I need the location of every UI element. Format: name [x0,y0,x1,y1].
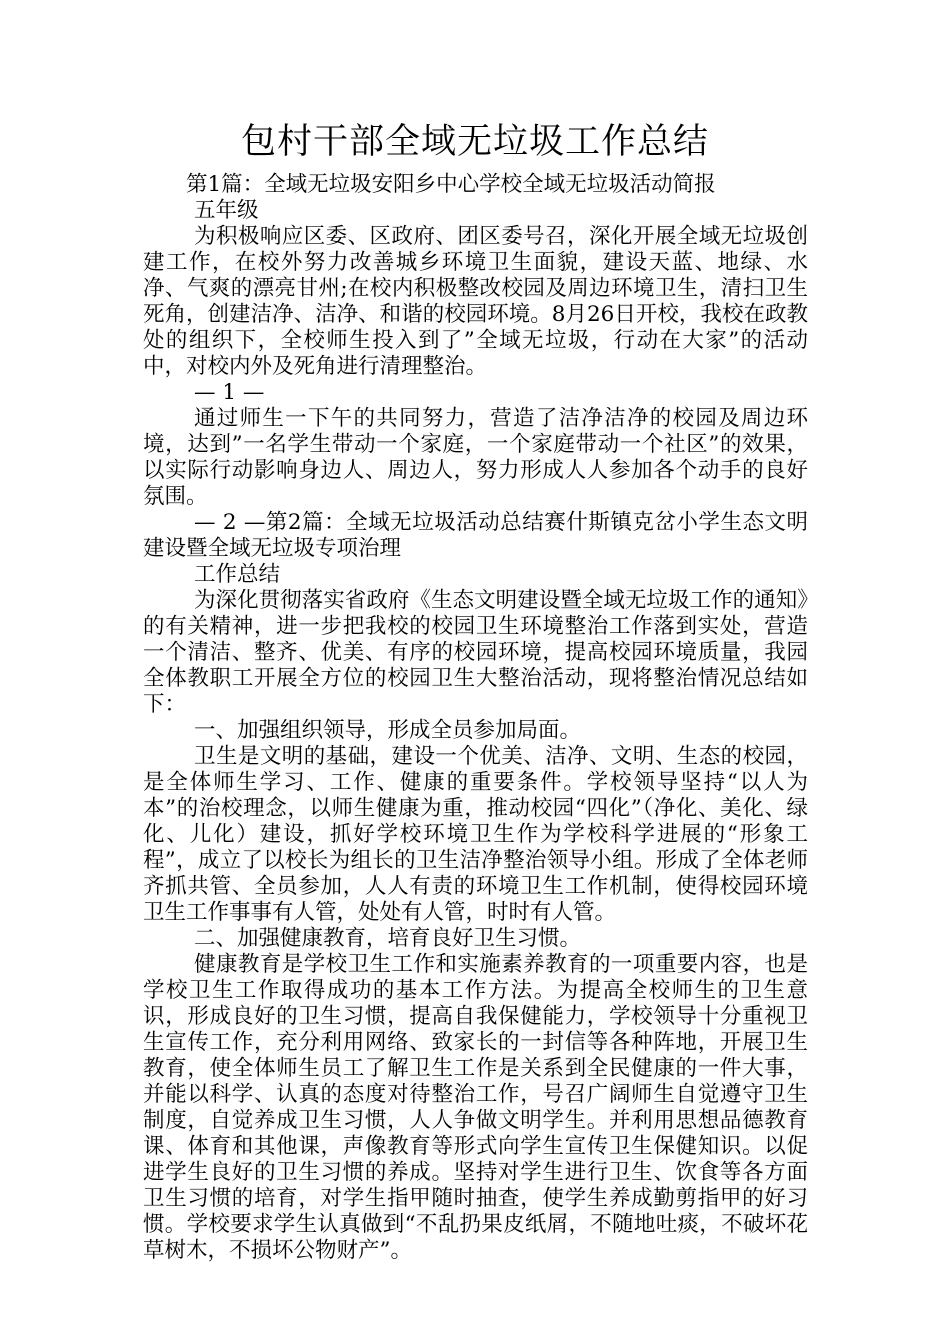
paragraph-health-education: 健康教育是学校卫生工作和实施素养教育的一项重要内容，也是学校卫生工作取得成功的基本工作方法。为提高全校师生的卫生意识，形成良好的卫生习惯，提高自我保健能力，学校领导十分重视卫生宣传工作，充分利用网络、致家长的一封信等各种阵地，开展卫生教育，使全体师生员工了解卫生工作是关系到全民健康的一件大事，并能以科学、认真的态度对待整治工作，号召广阔师生自觉遵守卫生制度，自觉养成卫生习惯，人人争做文明学生。并利用思想品德教育课、体育和其他课，声像教育等形式向学生宣传卫生保健知识。以促进学生良好的卫生习惯的养成。坚持对学生进行卫生、饮食等各方面卫生习惯的培育，对学生指甲随时抽查，使学生养成勤剪指甲的好习惯。学校要求学生认真做到“不乱扔果皮纸屑，不随地吐痰，不破坏花草树木，不损坏公物财产”。 [143,952,808,1263]
paragraph-effort: 通过师生一下午的共同努力，营造了洁净洁净的校园及周边环境，达到”一名学生带动一个家庭，一个家庭带动一个社区”的效果，以实际行动影响身边人、周边人，努力形成人人参加各个动手的良好氛围。 [143,406,808,509]
document-title: 包村干部全域无垃圾工作总结 [240,122,709,162]
document-body [143,172,808,1264]
paragraph-notice: 为深化贯彻落实省政府《生态文明建设暨全域无垃圾工作的通知》的有关精神，进一步把我校的校园卫生环境整治工作落到实处，营造一个清洁、整齐、优美、有序的校园环境，提高校园环境质量，我园全体教职工开展全方位的校园卫生大整治活动，现将整治情况总结如下： [143,588,808,717]
paragraph-intro: 为积极响应区委、区政府、团区委号召，深化开展全域无垃圾创建工作，在校外努力改善城乡环境卫生面貌，建设天蓝、地绿、水净、气爽的漂亮甘州;在校内积极整改校园及周边环境卫生，清扫卫生死角，创建洁净、洁净、和谐的校园环境。8月26日开校，我校在政教处的组织下，全校师生投入到了”全域无垃圾，行动在大家”的活动中，对校内外及死角进行清理整治。 [143,224,808,379]
paragraph-work-summary: 工作总结 [194,562,281,587]
paragraph-section-1-heading: 第1篇：全域无垃圾安阳乡中心学校全域无垃圾活动简报 [186,172,716,197]
paragraph-grade: 五年级 [194,198,259,223]
paragraph-hygiene-base: 卫生是文明的基础，建设一个优美、洁净、文明、生态的校园，是全体师生学习、工作、健康的重要条件。学校领导坚持“以人为本”的治校理念，以师生健康为重，推动校园“四化”（净化、美化、绿化、儿化）建设，抓好学校环境卫生作为学校科学进展的“形象工程”，成立了以校长为组长的卫生洁净整治领导小组。形成了全体老师齐抓共管、全员参加，人人有责的环境卫生工作机制，使得校园环境卫生工作事事有人管，处处有人管，时时有人管。 [143,744,808,925]
paragraph-section-2-heading: — 2 —第2篇：全域无垃圾活动总结赛什斯镇克岔小学生态文明建设暨全域无垃圾专项治理 [143,510,808,561]
heading-two: 二、加强健康教育，培育良好卫生习惯。 [194,926,582,951]
page-number-1: — 1 — [194,380,265,405]
heading-one: 一、加强组织领导，形成全员参加局面。 [194,718,582,743]
